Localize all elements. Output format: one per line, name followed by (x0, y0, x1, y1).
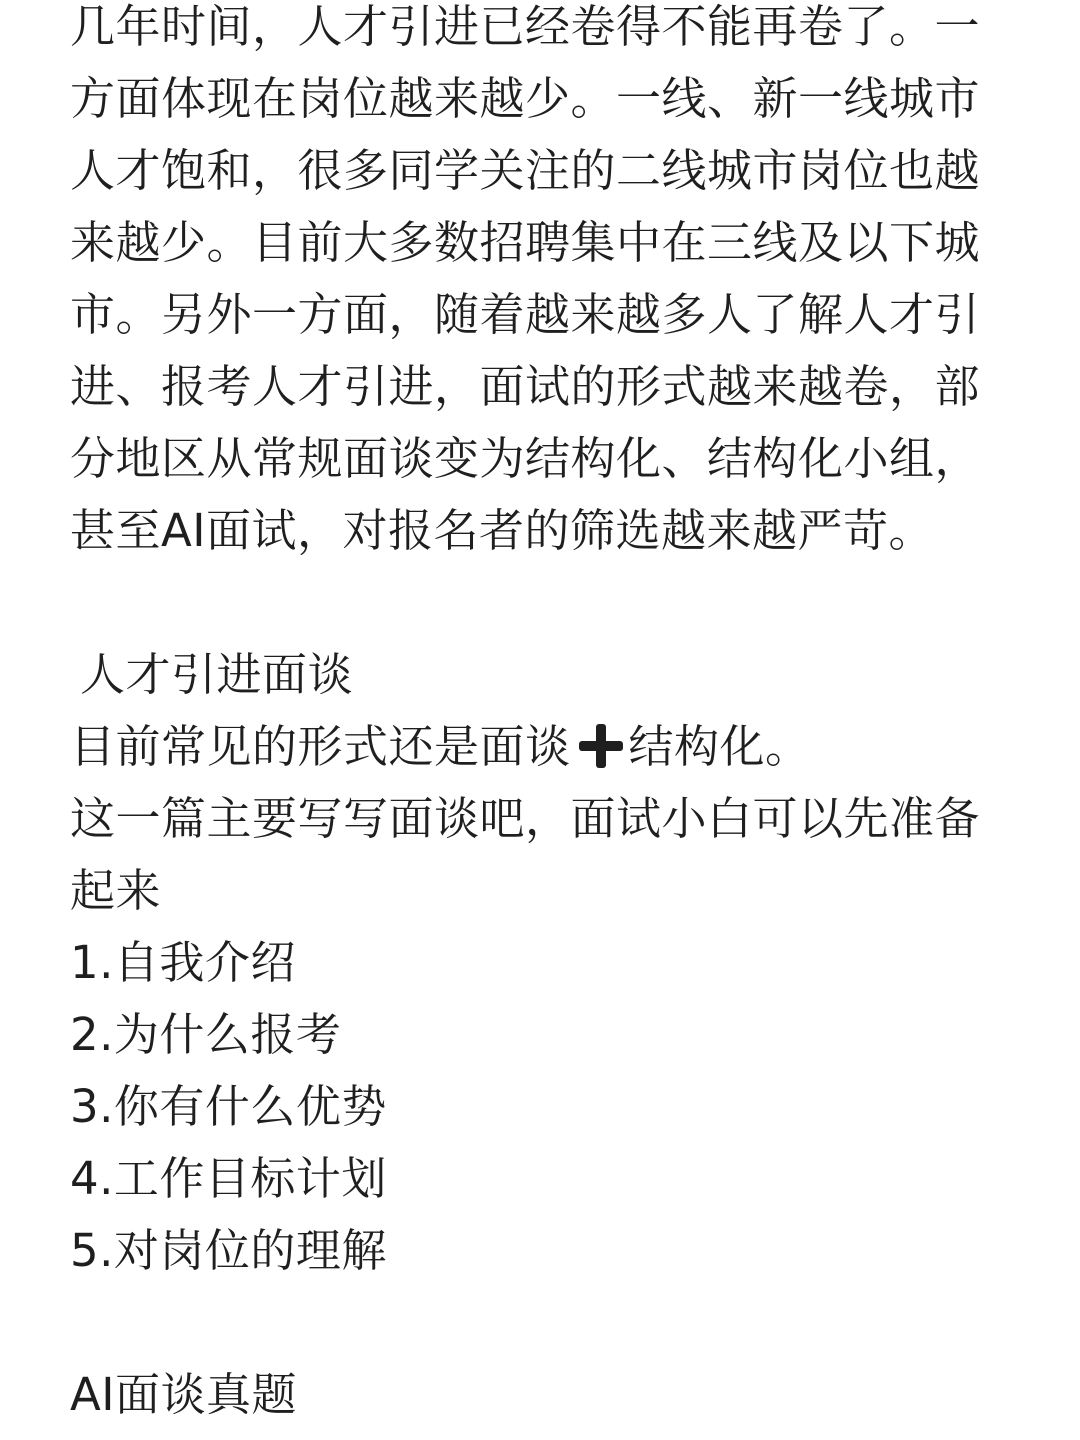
format-text-after: 结构化。 (628, 720, 811, 773)
paragraph-line: 市。另外一方面，随着越来越多人了解人才引 (70, 288, 981, 341)
list-item: 3.你有什么优势 (70, 1080, 387, 1133)
intro-line: 这一篇主要写写面谈吧，面试小白可以先准备 (70, 792, 981, 845)
format-line (70, 711, 1015, 783)
spacer (70, 1287, 1015, 1359)
list-item: 2.为什么报考 (70, 1008, 342, 1061)
section-title-ai-interview: AI面谈真题 (70, 1368, 298, 1421)
paragraph-line: 甚至AI面试，对报名者的筛选越来越严苛。 (70, 504, 935, 557)
paragraph-line: 分地区从常规面谈变为结构化、结构化小组， (70, 432, 981, 485)
spacer (70, 567, 1015, 639)
plus-icon (579, 724, 623, 768)
paragraph-line: 几年时间，人才引进已经卷得不能再卷了。一 (70, 0, 981, 53)
list-item: 5.对岗位的理解 (70, 1224, 387, 1277)
format-text-before: 目前常见的形式还是面谈 (70, 720, 571, 773)
section-title-interview: 人才引进面谈 (80, 648, 354, 701)
paragraph-line: 方面体现在岗位越来越少。一线、新一线城市 (70, 72, 981, 125)
list-item: 1.自我介绍 (70, 936, 296, 989)
article-body (70, 0, 1015, 1431)
paragraph-line: 人才饱和，很多同学关注的二线城市岗位也越 (70, 144, 981, 197)
paragraph-line: 来越少。目前大多数招聘集中在三线及以下城 (70, 216, 981, 269)
list-item: 4.工作目标计划 (70, 1152, 387, 1205)
intro-line: 起来 (70, 864, 162, 917)
paragraph-line: 进、报考人才引进，面试的形式越来越卷，部 (70, 360, 981, 413)
